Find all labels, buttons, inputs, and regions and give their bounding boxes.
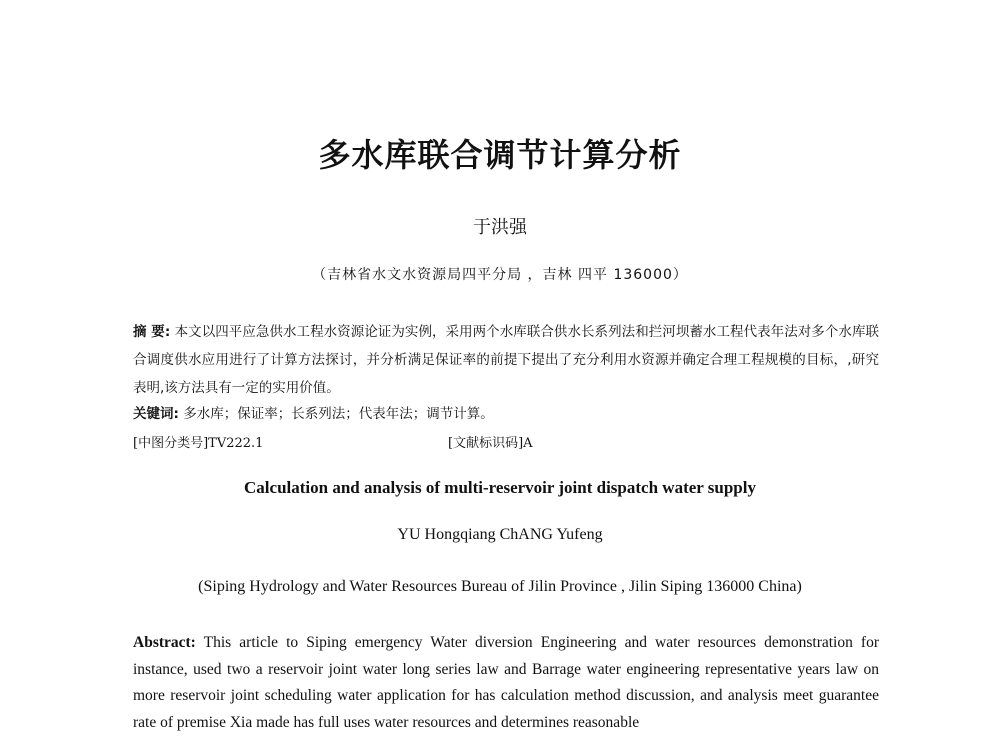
abstract-cn-label: 摘 要: <box>133 324 171 340</box>
affiliation-cn: （吉林省水文水资源局四平分局 ，吉林 四平 136000） <box>312 267 688 283</box>
document-code: [文献标识码]A <box>448 436 533 451</box>
abstract-en-text: This article to Siping emergency Water diversion Engineering and water resources demonstration for instance, used two a reservoir joint water long series law and Barrage water engineering representative years law on more reservoir joint scheduling water application for has calculation method discussion, and analysis meet guarantee rate of premise Xia made has full uses water resources and determines reasonable <box>133 634 879 731</box>
author-cn: 于洪强 <box>473 217 527 238</box>
abstract-cn <box>133 318 879 402</box>
paper-title-cn: 多水库联合调节计算分析 <box>318 136 682 174</box>
authors-en: YU Hongqiang ChANG Yufeng <box>397 526 603 543</box>
abstract-cn-text: 本文以四平应急供水工程水资源论证为实例，采用两个水库联合供水长系列法和拦河坝蓄水工程代表年法对多个水库联合调度供水应用进行了计算方法探讨，并分析满足保证率的前提下提出了充分利用水资源并确定合理工程规模的目标，,研究表明,该方法具有一定的实用价值。 <box>133 324 879 396</box>
abstract-en <box>133 630 879 736</box>
affiliation-en: (Siping Hydrology and Water Resources Bureau of Jilin Province , Jilin Siping 136000 China) <box>198 578 802 595</box>
paper-title-en: Calculation and analysis of multi-reservoir joint dispatch water supply <box>244 478 756 497</box>
keywords-cn-label: 关键词: <box>133 406 179 422</box>
classification-number: [中图分类号]TV222.1 <box>133 436 264 451</box>
keywords-cn <box>133 402 879 422</box>
abstract-en-label: Abstract: <box>133 634 196 651</box>
keywords-cn-text: 多水库；保证率；长系列法；代表年法；调节计算。 <box>183 406 494 422</box>
